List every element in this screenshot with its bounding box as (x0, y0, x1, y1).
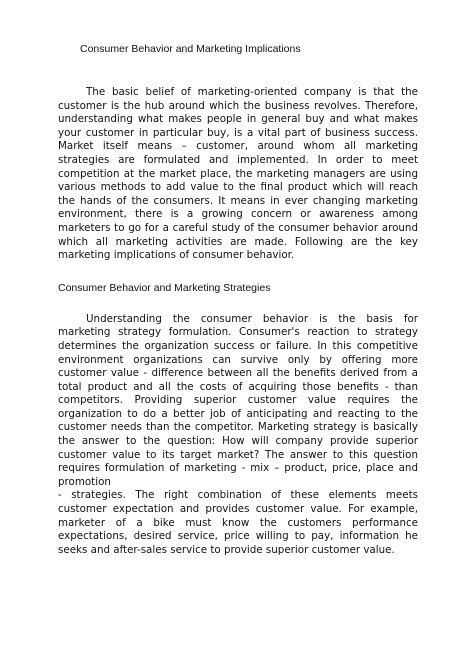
document-title: Consumer Behavior and Marketing Implications (80, 43, 301, 55)
paragraph-strategies-continued: - strategies. The right combination of these elements meets customer expectation and provides customer value. For example, marketer of a bike must know the customers performance expectations, desired service, price willing to pay, information he seeks and after-sales service to provide superior customer value. (58, 489, 418, 556)
paragraph-marketing-strategies (58, 313, 418, 490)
section-subheading: Consumer Behavior and Marketing Strategies (58, 281, 271, 294)
paragraph-marketing-implications (58, 86, 418, 263)
paragraph-2-text: Understanding the consumer behavior is the basis for marketing strategy formulation. Consumer's reaction to strategy determines the organization success or failure. In this competitive environment organizations can survive only by offering more customer value - difference between all the benefits derived from a total product and all the costs of acquiring those benefits - than competitors. Providing superior customer value requires the organization to do a better job of anticipating and reacting to the customer needs than the competitor. Marketing strategy is basically the answer to the question: How will company provide superior customer value to its target market? The answer to this question requires formulation of marketing - mix – product, price, place and promotion (58, 312, 418, 488)
paragraph-1-text: The basic belief of marketing-oriented company is that the customer is the hub around which the business revolves. Therefore, understanding what makes people in general buy and what makes your customer in particular buy, is a vital part of business success. Market itself means – customer, around whom all marketing strategies are formulated and implemented. In order to meet competition at the market place, the marketing managers are using various methods to add value to the final product which will reach the hands of the consumers. It means in ever changing marketing environment, there is a growing concern or awareness among marketers to go for a careful study of the consumer behavior around which all marketing activities are made. Following are the key marketing implications of consumer behavior. (58, 86, 418, 262)
